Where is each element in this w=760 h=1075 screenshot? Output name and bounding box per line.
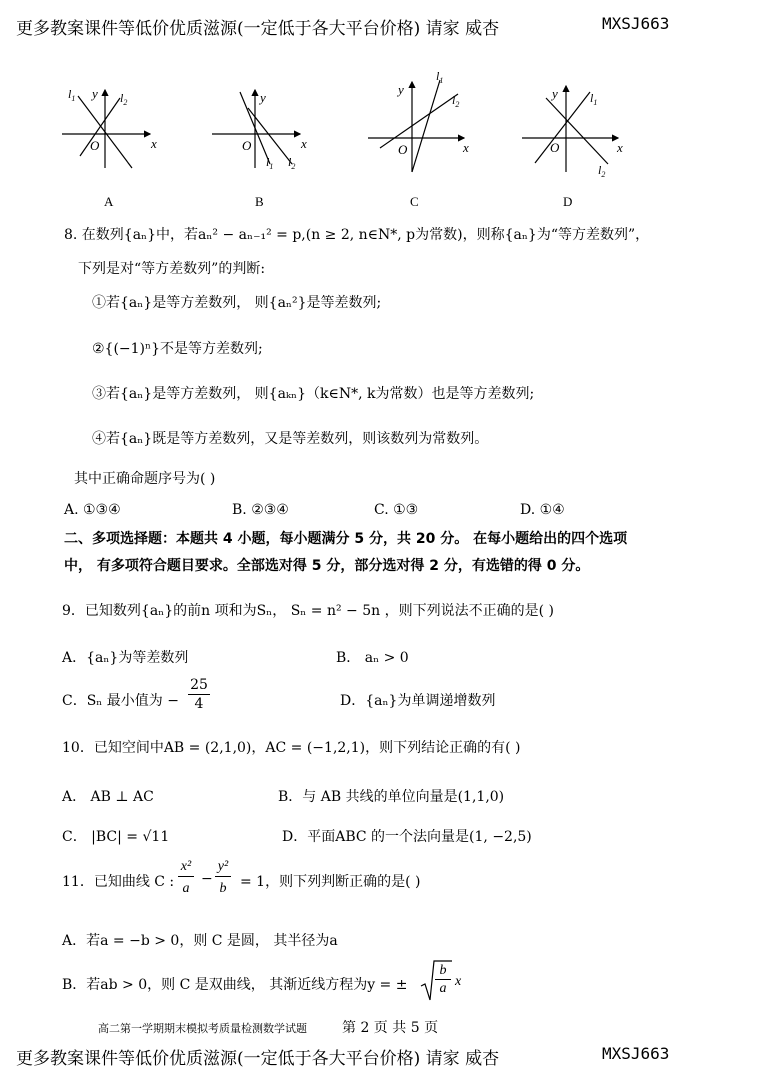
q8-stem-2: 下列是对“等方差数列”的判断: [78, 261, 266, 277]
svg-text:l1: $l_1$ [436, 69, 444, 85]
q11-minus: − [201, 871, 213, 887]
graph-label-b: B [255, 194, 264, 208]
section2-heading: 二、多项选择题：本题共 4 小题，每小题满分 5 分，共 20 分。 在每小题给出的四个选项 [64, 531, 628, 547]
svg-text:O: O [90, 138, 100, 153]
q9-fraction: 25 4 [188, 676, 210, 713]
q9-option-d: D．{aₙ}为单调递增数列 [340, 693, 496, 709]
header-code: MXSJ663 [602, 14, 670, 33]
svg-text:y: y [260, 90, 266, 105]
svg-text:O: O [242, 138, 252, 153]
q8-stem: 8. 在数列{aₙ}中，若aₙ² − aₙ₋₁² = p,(n ≥ 2, n∈N*, p为常数)，则称{aₙ}为“等方差数列”， [64, 227, 650, 243]
q8-option-d: D. ①④ [520, 502, 565, 518]
svg-text:x: x [617, 140, 623, 155]
q9-option-b: B． aₙ > 0 [336, 650, 409, 666]
q8-statement-1: ①若{aₙ}是等方差数列， 则{aₙ²}是等差数列; [92, 295, 382, 311]
svg-text:l2: $l_2$ [120, 91, 128, 107]
q11-stem-pre: 11．已知曲线 C : [62, 874, 175, 890]
svg-text:y: y [92, 86, 98, 101]
q8-option-a: A. ①③④ [64, 502, 121, 518]
graph-d [522, 86, 623, 179]
header-promo: 更多教案课件等低价优质滋源(一定低于各大平台价格) 请家 威杏 [16, 19, 500, 39]
graph-c [368, 69, 469, 172]
q8-option-b: B. ②③④ [232, 502, 289, 518]
footer-code: MXSJ663 [602, 1044, 670, 1063]
q10-option-b: B．与 AB 共线的单位向量是(1,1,0) [278, 789, 505, 805]
q11-stem-post: = 1，则下列判断正确的是( ) [240, 874, 421, 890]
q11-fraction-x: x² a [178, 858, 194, 901]
svg-text:y: y [552, 86, 558, 101]
footer-page: 第 2 页 共 5 页 [342, 1020, 439, 1036]
svg-text:l1: $l_1$ [590, 91, 598, 107]
svg-text:l2: $l_2$ [598, 163, 606, 179]
svg-text:l1: $l_1$ [266, 155, 274, 171]
q11-x: x [455, 974, 462, 989]
q10-option-d: D．平面ABC 的一个法向量是(1, −2,5) [282, 829, 532, 845]
graph-label-a: A [104, 194, 114, 208]
footer-promo: 更多教案课件等低价优质滋源(一定低于各大平台价格) 请家 威杏 [16, 1049, 500, 1069]
q10-option-c: C． |BC| = √11 [62, 829, 170, 845]
q11-option-b: B．若ab > 0，则 C 是双曲线， 其渐近线方程为y = ± [62, 977, 408, 993]
svg-text:x: x [301, 136, 307, 151]
q11-fraction-y: y² b [215, 858, 231, 901]
graph-label-c: C [410, 194, 419, 208]
section2-heading-2: 中， 有多项符合题目要求。全部选对得 5 分，部分选对得 2 分，有选错的得 0 分。 [64, 558, 590, 574]
line-graphs-figure [50, 68, 730, 208]
q10-option-a: A． AB ⊥ AC [62, 789, 154, 805]
svg-text:l1: $l_1$ [68, 87, 76, 103]
svg-text:x: x [463, 140, 469, 155]
q8-statement-2: ②{(−1)ⁿ}不是等方差数列; [92, 341, 263, 357]
graph-label-d: D [563, 194, 573, 208]
graph-b [212, 90, 307, 171]
q8-statement-3: ③若{aₙ}是等方差数列， 则{aₖₙ}（k∈N*, k为常数）也是等方差数列; [92, 386, 535, 402]
graph-a [62, 86, 157, 168]
svg-text:O: O [550, 140, 560, 155]
q10-stem: 10．已知空间中AB = (2,1,0)，AC = (−1,2,1)，则下列结论正确的有( ) [62, 740, 521, 756]
svg-text:y: y [398, 82, 404, 97]
q8-option-c: C. ①③ [374, 502, 419, 518]
q8-prompt: 其中正确命题序号为( ) [74, 471, 216, 487]
q11-option-a: A．若a = −b > 0，则 C 是圆， 其半径为a [62, 933, 338, 949]
svg-text:x: x [151, 136, 157, 151]
q11-sqrt: b a [420, 958, 452, 1002]
q9-option-c: C．Sₙ 最小值为 − [62, 693, 179, 709]
q9-stem: 9．已知数列{aₙ}的前n 项和为Sₙ， Sₙ = n² − 5n ，则下列说法不正确的是( ) [62, 603, 554, 619]
q9-option-a: A．{aₙ}为等差数列 [62, 650, 189, 666]
svg-text:O: O [398, 142, 408, 157]
q8-statement-4: ④若{aₙ}既是等方差数列，又是等差数列，则该数列为常数列。 [92, 431, 489, 447]
footer-title: 高二第一学期期末模拟考质量检测数学试题 [98, 1022, 307, 1035]
svg-text:l2: $l_2$ [452, 93, 460, 109]
svg-text:l2: $l_2$ [288, 155, 296, 171]
